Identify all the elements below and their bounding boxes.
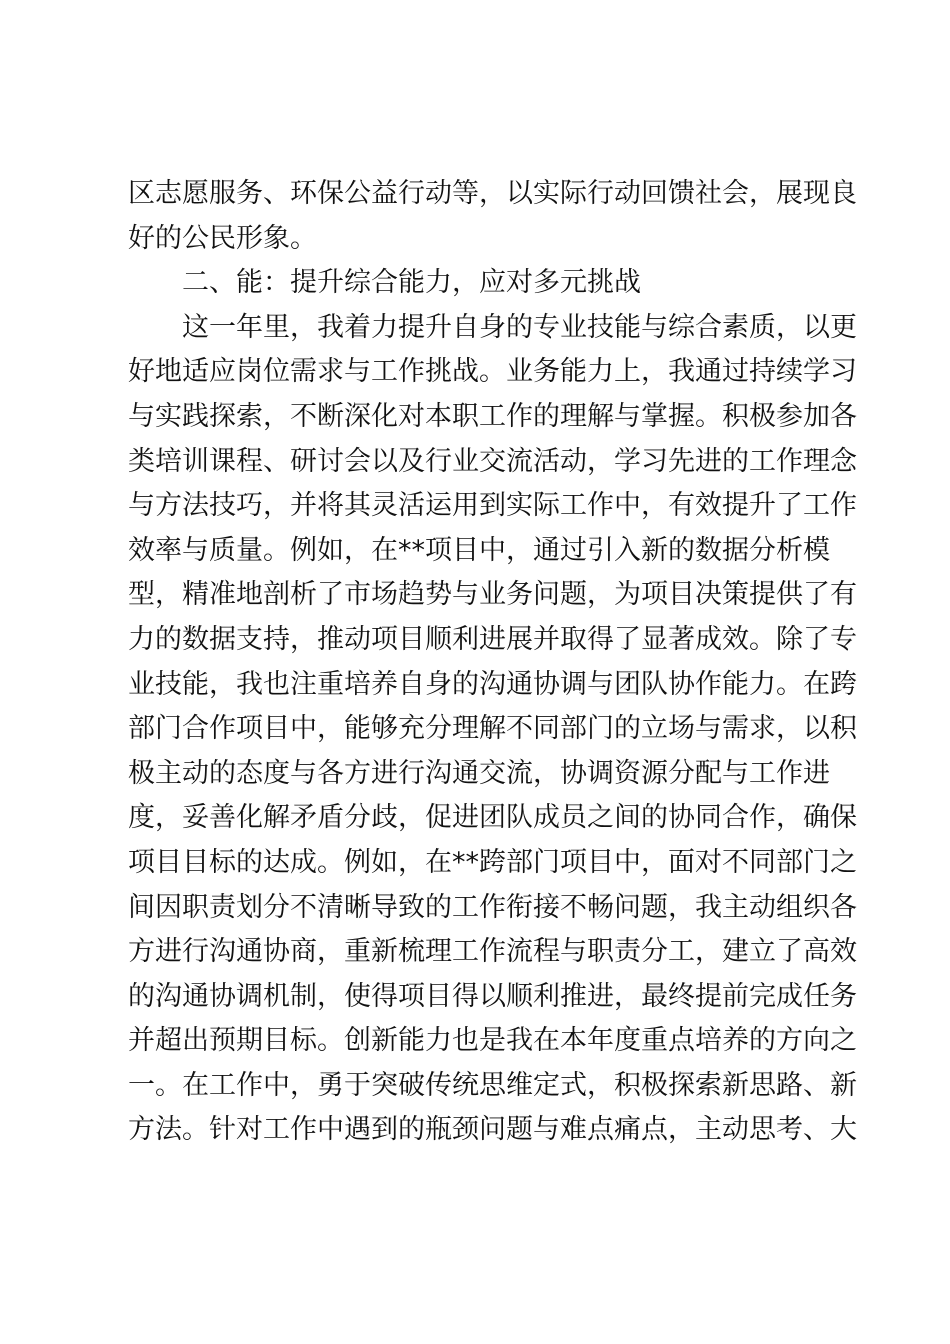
text-line: 间 因 职 责 划 分 不 清 晰 导 致 的 工 作 衔 接 不 畅 问 题 ， 我 主 动 组 织 各	[128, 891, 857, 923]
text-line: 这 一 年 里 ， 我 着 力 提 升 自 身 的 专 业 技 能 与 综 合 素 质 ， 以 更	[182, 311, 857, 343]
text-line: 与 实 践 探 索 ， 不 断 深 化 对 本 职 工 作 的 理 解 与 掌 握 。 积 极 参 加 各	[128, 400, 857, 432]
text-line: 型 ， 精 准 地 剖 析 了 市 场 趋 势 与 业 务 问 题 ， 为 项 目 决 策 提 供 了 有	[128, 579, 857, 611]
body-text	[128, 172, 857, 1153]
text-line: 部 门 合 作 项 目 中 ， 能 够 充 分 理 解 不 同 部 门 的 立 场 与 需 求 ， 以 积	[128, 713, 857, 745]
section-heading: 二、能：提升综合能力，应对多元挑战	[182, 267, 641, 299]
text-line: 度 ， 妥 善 化 解 矛 盾 分 歧 ， 促 进 团 队 成 员 之 间 的 协 同 合 作 ， 确 保	[128, 802, 857, 834]
text-line: 类 培 训 课 程 、 研 讨 会 以 及 行 业 交 流 活 动 ， 学 习 先 进 的 工 作 理 念	[128, 445, 857, 477]
text-line: 好的公民形象。	[128, 222, 317, 254]
text-line: 区 志 愿 服 务 、 环 保 公 益 行 动 等 ， 以 实 际 行 动 回 馈 社 会 ， 展 现 良	[128, 178, 857, 209]
text-line: 项 目 目 标 的 达 成 。 例 如 ， 在 * * 跨 部 门 项 目 中 ， 面 对 不 同 部 门 之	[128, 846, 857, 878]
text-line: 业 技 能 ， 我 也 注 重 培 养 自 身 的 沟 通 协 调 与 团 队 协 作 能 力 。 在 跨	[128, 668, 857, 700]
text-line: 方 法 。 针 对 工 作 中 遇 到 的 瓶 颈 问 题 与 难 点 痛 点 ， 主 动 思 考 、 大	[128, 1114, 857, 1146]
text-line: 效 率 与 质 量 。 例 如 ， 在 * * 项 目 中 ， 通 过 引 入 新 的 数 据 分 析 模	[128, 534, 830, 566]
text-line: 的 沟 通 协 调 机 制 ， 使 得 项 目 得 以 顺 利 推 进 ， 最 终 提 前 完 成 任 务	[128, 980, 857, 1012]
text-line: 好 地 适 应 岗 位 需 求 与 工 作 挑 战 。 业 务 能 力 上 ， 我 通 过 持 续 学 习	[128, 356, 857, 388]
text-line: 力 的 数 据 支 持 ， 推 动 项 目 顺 利 进 展 并 取 得 了 显 著 成 效 。 除 了 专	[128, 623, 857, 655]
text-line: 并 超 出 预 期 目 标 。 创 新 能 力 也 是 我 在 本 年 度 重 点 培 养 的 方 向 之	[128, 1025, 857, 1057]
text-line: 方 进 行 沟 通 协 商 ， 重 新 梳 理 工 作 流 程 与 职 责 分 工 ， 建 立 了 高 效	[128, 936, 857, 968]
text-line: 与 方 法 技 巧 ， 并 将 其 灵 活 运 用 到 实 际 工 作 中 ， 有 效 提 升 了 工 作	[128, 490, 857, 522]
text-line: 极 主 动 的 态 度 与 各 方 进 行 沟 通 交 流 ， 协 调 资 源 分 配 与 工 作 进	[128, 757, 830, 789]
text-line: 一 。 在 工 作 中 ， 勇 于 突 破 传 统 思 维 定 式 ， 积 极 探 索 新 思 路 、 新	[128, 1069, 857, 1101]
